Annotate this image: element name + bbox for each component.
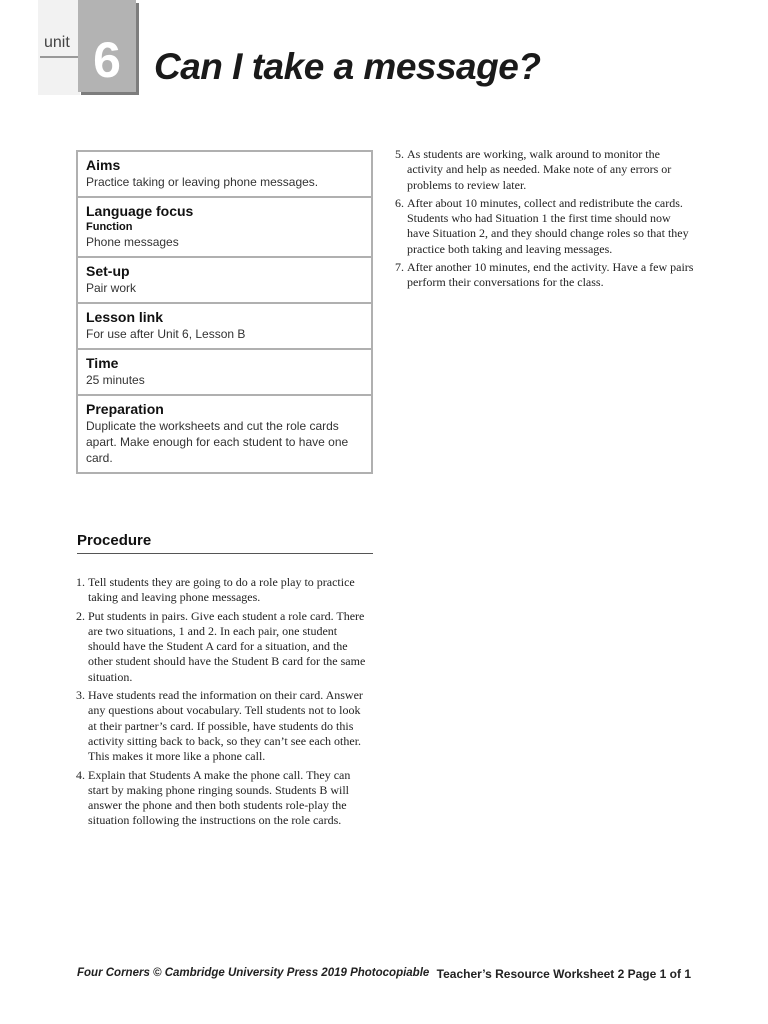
procedure-step	[395, 196, 695, 257]
step-text: Explain that Students A make the phone call. They can start by making phone ringing sounds. Students B will answer the phone and then both students role-play the situation following the instructions on the role cards.	[88, 767, 351, 828]
page-title: Can I take a message?	[154, 46, 541, 87]
info-text: 25 minutes	[86, 373, 145, 387]
info-heading: Language focus	[86, 203, 194, 219]
info-section-language-focus	[78, 198, 371, 258]
unit-label: unit	[44, 34, 70, 51]
info-heading: Aims	[86, 157, 121, 173]
procedure-step	[76, 768, 372, 829]
info-text: Duplicate the worksheets and cut the role cards apart. Make enough for each student to have one card.	[86, 419, 349, 465]
footer-copyright: Four Corners © Cambridge University Press 2019 Photocopiable	[77, 967, 430, 979]
info-section-time	[78, 350, 371, 396]
unit-number-box	[78, 0, 136, 92]
step-number: 2.	[76, 608, 85, 623]
step-number: 1.	[76, 575, 85, 589]
step-text: As students are working, walk around to monitor the activity and help as needed. Make note of any errors or problems to review later.	[407, 147, 672, 192]
info-text: Pair work	[86, 281, 137, 295]
step-number: 6.	[395, 195, 404, 210]
info-section-aims	[78, 152, 371, 198]
step-text: Tell students they are going to do a role play to practice taking and leaving phone messages.	[88, 575, 355, 605]
info-heading: Preparation	[86, 401, 164, 417]
procedure-step	[76, 688, 372, 764]
lesson-info-box	[76, 150, 373, 474]
info-text: For use after Unit 6, Lesson B	[86, 327, 246, 341]
info-section-lesson-link	[78, 304, 371, 350]
footer-page-info: Teacher’s Resource Worksheet 2 Page 1 of 1	[436, 967, 691, 981]
step-number: 5.	[395, 147, 404, 161]
step-text: After another 10 minutes, end the activity. Have a few pairs perform their conversations for the class.	[407, 260, 694, 290]
unit-divider	[40, 56, 78, 58]
procedure-step	[395, 260, 695, 291]
step-text: Have students read the information on their card. Answer any questions about vocabulary. Tell students not to look at their partner’s card. If possible, have students do this activity sitting back to back, so they can’t see each other. This makes it more like a phone call.	[88, 688, 363, 764]
step-text: Put students in pairs. Give each student a role card. There are two situations, 1 and 2. In each pair, one student should have the Student A card for a situation, and the other student should have the Student B card for the same situation.	[88, 608, 366, 684]
procedure-step	[76, 609, 372, 685]
procedure-step	[395, 147, 695, 193]
info-text: Practice taking or leaving phone messages.	[86, 175, 319, 189]
info-subheading: Function	[86, 221, 133, 233]
procedure-step	[76, 575, 372, 606]
step-text: After about 10 minutes, collect and redistribute the cards. Students who had Situation 1 the first time should now have Situation 2, and they should change roles so that they practice both taking and leaving messages.	[407, 195, 689, 256]
step-number: 7.	[395, 260, 404, 275]
info-section-set-up	[78, 258, 371, 304]
procedure-steps-right	[395, 147, 695, 294]
unit-number: 6	[93, 32, 121, 88]
info-text: Phone messages	[86, 235, 179, 249]
procedure-heading: Procedure	[77, 532, 373, 554]
info-section-preparation	[78, 396, 371, 472]
step-number: 4.	[76, 767, 85, 782]
info-heading: Lesson link	[86, 309, 164, 325]
procedure-steps-left	[76, 575, 372, 832]
info-heading: Set-up	[86, 263, 130, 279]
step-number: 3.	[76, 688, 85, 703]
info-heading: Time	[86, 355, 119, 371]
